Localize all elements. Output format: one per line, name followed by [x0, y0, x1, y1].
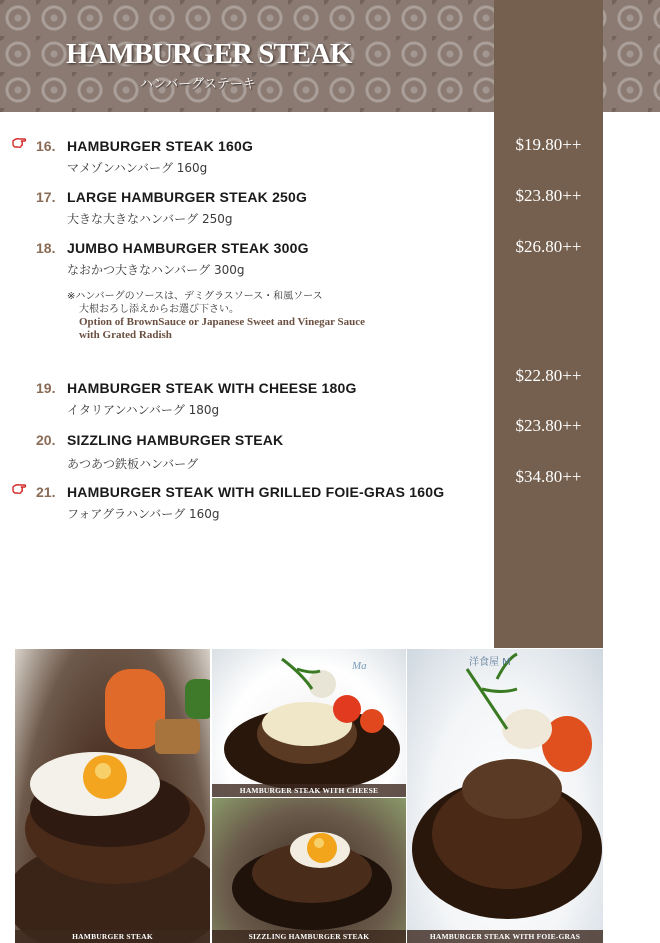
- plate-text: Ma: [352, 660, 367, 672]
- item-number: 17.: [36, 189, 56, 205]
- item-price: $23.80++: [515, 416, 582, 435]
- item-name-jp: 大きな大きなハンバーグ 250g: [67, 212, 233, 226]
- recommend-hand-icon: [12, 483, 27, 495]
- item-name-jp: あつあつ鉄板ハンバーグ: [67, 457, 199, 471]
- note-en-line-2: with Grated Radish: [79, 329, 172, 341]
- sauce-note: [67, 290, 365, 342]
- item-price: $19.80++: [515, 135, 582, 154]
- item-number: 20.: [36, 432, 56, 448]
- item-name-jp: イタリアンハンバーグ 180g: [67, 403, 220, 417]
- photo-hamburger-steak: [15, 649, 210, 943]
- item-name-jp: なおかつ大きなハンバーグ 300g: [67, 263, 245, 277]
- item-name-jp: マメゾンハンバーグ 160g: [67, 161, 208, 175]
- item-name: SIZZLING HAMBURGER STEAK: [67, 432, 284, 448]
- photo-caption: HAMBURGER STEAK WITH CHEESE: [212, 784, 406, 797]
- cheese-plate-image: [212, 649, 406, 797]
- photo-hamburger-cheese: [212, 649, 406, 797]
- note-en-line-1: Option of BrownSauce or Japanese Sweet and Vinegar Sauce: [79, 316, 366, 328]
- recommend-hand-icon: [12, 137, 27, 149]
- note-jp-line-1: ※ハンバーグのソースは、デミグラスソース・和風ソース: [67, 291, 323, 302]
- hamburger-plate-image: [15, 649, 210, 943]
- item-name: HAMBURGER STEAK WITH GRILLED FOIE-GRAS 160G: [67, 484, 445, 500]
- plate-text: 洋食屋 M: [469, 657, 511, 668]
- item-name: HAMBURGER STEAK WITH CHEESE 180G: [67, 380, 357, 396]
- sizzling-plate-image: [212, 798, 406, 943]
- item-price: $22.80++: [515, 366, 582, 385]
- note-jp-line-2: 大根おろし添えからお選び下さい。: [79, 304, 239, 315]
- page-title: HAMBURGER STEAK: [66, 38, 352, 70]
- item-number: 21.: [36, 484, 56, 500]
- photo-caption: HAMBURGER STEAK WITH FOIE-GRAS: [407, 930, 603, 943]
- item-number: 16.: [36, 138, 56, 154]
- photo-caption: SIZZLING HAMBURGER STEAK: [212, 930, 406, 943]
- item-name: HAMBURGER STEAK 160G: [67, 138, 254, 154]
- price-column: [494, 0, 603, 648]
- item-name-jp: フォアグラハンバーグ 160g: [67, 507, 220, 521]
- photo-hamburger-foie-gras: [407, 649, 603, 943]
- item-name: LARGE HAMBURGER STEAK 250G: [67, 189, 308, 205]
- item-name: JUMBO HAMBURGER STEAK 300G: [67, 240, 309, 256]
- photo-sizzling-hamburger: [212, 798, 406, 943]
- item-price: $26.80++: [515, 237, 582, 256]
- item-number: 19.: [36, 380, 56, 396]
- photo-caption: HAMBURGER STEAK: [15, 930, 210, 943]
- item-number: 18.: [36, 240, 56, 256]
- foie-gras-plate-image: [407, 649, 603, 943]
- item-price: $34.80++: [515, 467, 582, 486]
- page-subtitle: ハンバーグステーキ: [140, 77, 256, 92]
- item-price: $23.80++: [515, 186, 582, 205]
